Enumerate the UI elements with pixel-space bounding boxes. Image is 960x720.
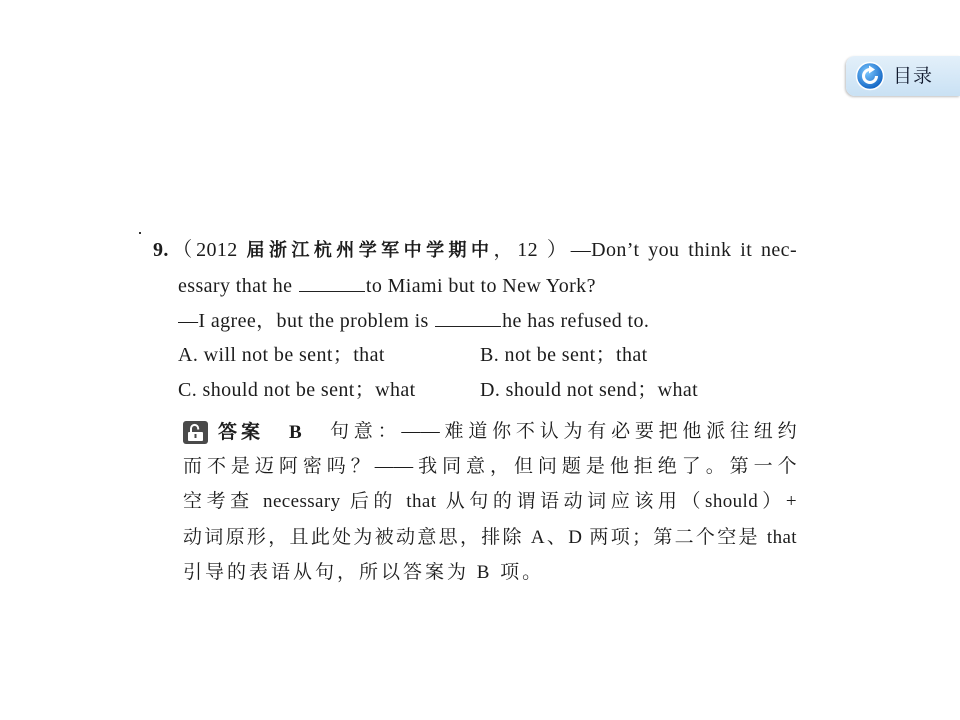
question-stem-text: —I agree，but the problem is	[178, 310, 435, 332]
answer-label: 答案	[218, 422, 265, 443]
unlock-icon	[183, 421, 208, 444]
answer-blank-2	[435, 308, 501, 327]
question-line-1	[153, 237, 797, 263]
question-source-prefix: （2012	[168, 239, 247, 261]
explanation-line: 空考查 necessary 后的 that 从句的谓语动词应该用（should）+	[183, 491, 797, 512]
question-stem-text: to Miami but to New York?	[365, 275, 596, 297]
question-number: 9.	[153, 239, 169, 261]
return-arrow-icon	[855, 61, 885, 91]
question-source-suffix: ，12 ）	[493, 239, 571, 261]
explanation-line: 动词原形，且此处为被动意思，排除 A、D 两项；第二个空是 that	[183, 527, 797, 548]
toc-label: 目录	[893, 65, 934, 87]
question-stem-text: he has refused to.	[502, 310, 650, 332]
explanation-line: 句意：——难道你不认为有必要把他派往纽约	[330, 421, 797, 442]
toc-button[interactable]	[846, 56, 960, 96]
explanation-line: 引导的表语从句，所以答案为 B 项。	[183, 562, 545, 583]
option-a: A. will not be sent；that	[178, 344, 385, 366]
answer-letter: B	[289, 422, 302, 443]
question-stem-text: essary that he	[178, 275, 298, 297]
option-c: C. should not be sent；what	[178, 379, 416, 401]
question-source-name: 届浙江杭州学军中学期中	[246, 240, 494, 260]
question-line-3	[178, 308, 649, 334]
answer-blank-1	[299, 273, 365, 292]
explanation-line: 而不是迈阿密吗？——我同意，但问题是他拒绝了。第一个	[183, 456, 797, 477]
question-stem-text: —Don’t you think it nec-	[570, 239, 797, 261]
question-line-2	[178, 273, 596, 299]
option-d: D. should not send；what	[480, 379, 699, 401]
option-b: B. not be sent；that	[480, 344, 648, 366]
bullet-dot	[139, 232, 141, 234]
